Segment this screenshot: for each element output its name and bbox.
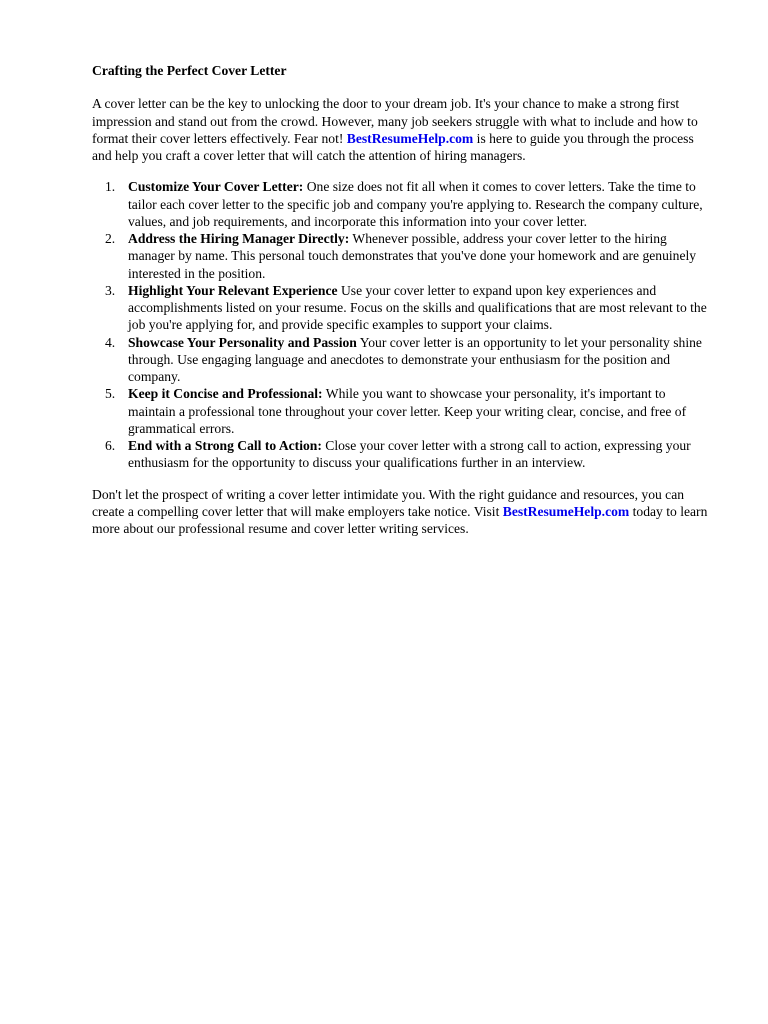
closing-paragraph (92, 486, 716, 538)
list-item-text: Your cover letter is an opportunity to let your personality shine through. Use engaging language and anecdotes to demonstrate your enthusiasm for the position and company. (128, 334, 702, 384)
intro-paragraph (92, 95, 716, 164)
list-item-number: 4. (105, 334, 116, 350)
intro-text-after-link: is here to guide you through the process and help you craft a cover letter that will catch the attention of hiring managers. (92, 130, 694, 163)
intro-text-before-link: A cover letter can be the key to unlocking the door to your dream job. It's your chance to make a strong first impression and stand out from the crowd. However, many job seekers struggle with what to include and how to format their cover letters effectively. Fear not! (92, 96, 698, 146)
list-item-body (128, 178, 716, 230)
list-item-body (128, 385, 716, 437)
list-item-lead: End with a Strong Call to Action: (128, 438, 322, 453)
document-title: Crafting the Perfect Cover Letter (92, 63, 287, 78)
list-item-text: One size does not fit all when it comes to cover letters. Take the time to tailor each cover letter to the specific job and company you're applying to. Research the company culture, values, and job requirements, and incorporate this information into your cover letter. (128, 179, 703, 229)
tips-list (105, 178, 716, 471)
list-item-text: While you want to showcase your personality, it's important to maintain a professional tone throughout your cover letter. Keep your writing clear, concise, and free of grammatical errors. (128, 386, 687, 436)
list-item (105, 282, 716, 334)
list-item (105, 437, 716, 472)
list-item-number: 5. (105, 386, 116, 402)
list-item-body (128, 437, 716, 472)
list-item-lead: Highlight Your Relevant Experience (128, 282, 338, 298)
list-item-number: 6. (105, 438, 116, 453)
list-item-lead: Customize Your Cover Letter: (128, 179, 304, 195)
list-item-lead: Keep it Concise and Professional: (128, 386, 323, 402)
bestresumehelp-link-intro[interactable]: BestResumeHelp.com (346, 130, 474, 146)
closing-text-before-link: Don't let the prospect of writing a cover letter intimidate you. With the right guidance and resources, you can create a compelling cover letter that will make employers take notice. Visit (92, 486, 685, 519)
list-item-number: 2. (105, 231, 116, 246)
list-item-text: Use your cover letter to expand upon key experiences and accomplishments listed on your resume. Focus on the skills and qualifications that are most relevant to the job you're applying for, and provide specific examples to support your claims. (128, 282, 707, 333)
list-item-text: Whenever possible, address your cover letter to the hiring manager by name. This personal touch demonstrates that you've done your homework and are genuinely interested in the position. (128, 231, 697, 281)
list-item (105, 230, 716, 282)
list-item-text: Close your cover letter with a strong call to action, expressing your enthusiasm for the opportunity to discuss your qualifications further in an interview. (128, 438, 691, 471)
list-item-lead: Address the Hiring Manager Directly: (128, 231, 350, 246)
list-item-body (128, 334, 716, 386)
list-item-body (128, 282, 716, 334)
list-item-body (128, 230, 716, 282)
list-item-number: 1. (105, 179, 116, 195)
list-item-number: 3. (105, 282, 116, 298)
closing-text-after-link: today to learn more about our professional resume and cover letter writing services. (92, 503, 708, 536)
list-item (105, 334, 716, 386)
list-item-lead: Showcase Your Personality and Passion (128, 334, 357, 350)
list-item (105, 178, 716, 230)
list-item (105, 385, 716, 437)
bestresumehelp-link-closing[interactable]: BestResumeHelp.com (502, 503, 630, 519)
